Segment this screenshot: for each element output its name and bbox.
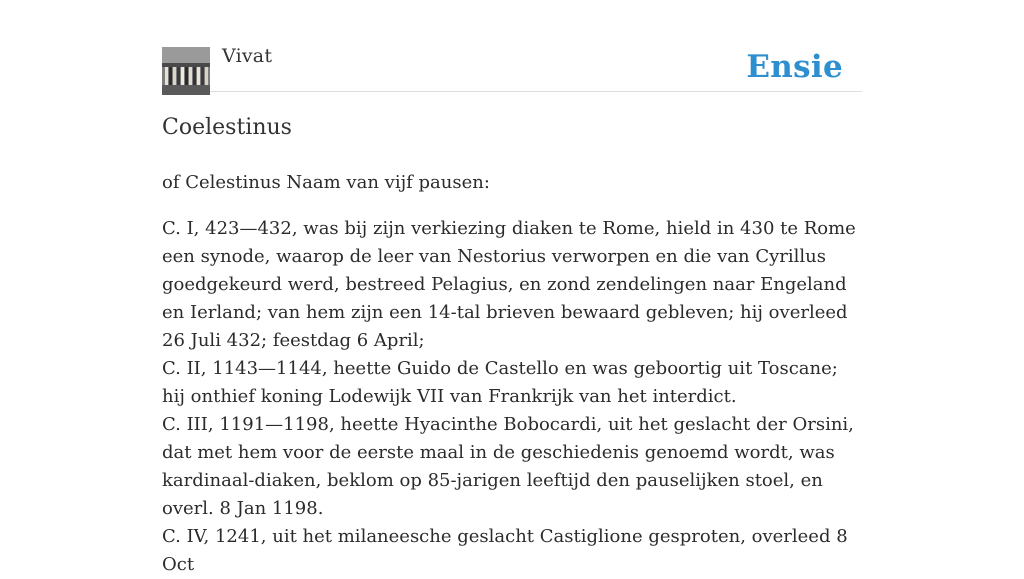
paragraph-celestinus-2: C. II, 1143—1144, heette Guido de Castello en was geboortig uit Toscane; hij onthief koning Lodewijk VII van Frankrijk van het interdict.	[162, 358, 838, 407]
page-container	[162, 0, 862, 575]
source-name[interactable]: Vivat	[222, 45, 273, 67]
paragraph-celestinus-4: C. IV, 1241, uit het milaneesche geslacht Castiglione gesproten, overleed 8 Oct	[162, 526, 848, 575]
article-body	[162, 215, 864, 579]
brand-logo-link[interactable]: Ensie	[746, 49, 843, 85]
source-avatar[interactable]	[162, 47, 210, 95]
book-shelf-icon	[162, 47, 210, 95]
paragraph-celestinus-3: C. III, 1191—1198, heette Hyacinthe Bobocardi, uit het geslacht der Orsini, dat met hem voor de eerste maal in de geschiedenis genoemd wordt, was kardinaal-diaken, beklom op 85-jarigen leeftijd den pauselijken stoel, en overl. 8 Jan 1198.	[162, 414, 854, 519]
paragraph-celestinus-1: C. I, 423—432, was bij zijn verkiezing diaken te Rome, hield in 430 te Rome een synode, waarop de leer van Nestorius verworpen en die van Cyrillus goedgekeurd werd, bestreed Pelagius, en zond zendelingen naar Engeland en Ierland; van hem zijn een 14-tal brieven bewaard gebleven; hij overleed 26 Juli 432; feestdag 6 April;	[162, 218, 856, 351]
article-title: Coelestinus	[162, 115, 292, 140]
article-intro: of Celestinus Naam van vijf pausen:	[162, 172, 490, 193]
site-header	[162, 0, 862, 92]
